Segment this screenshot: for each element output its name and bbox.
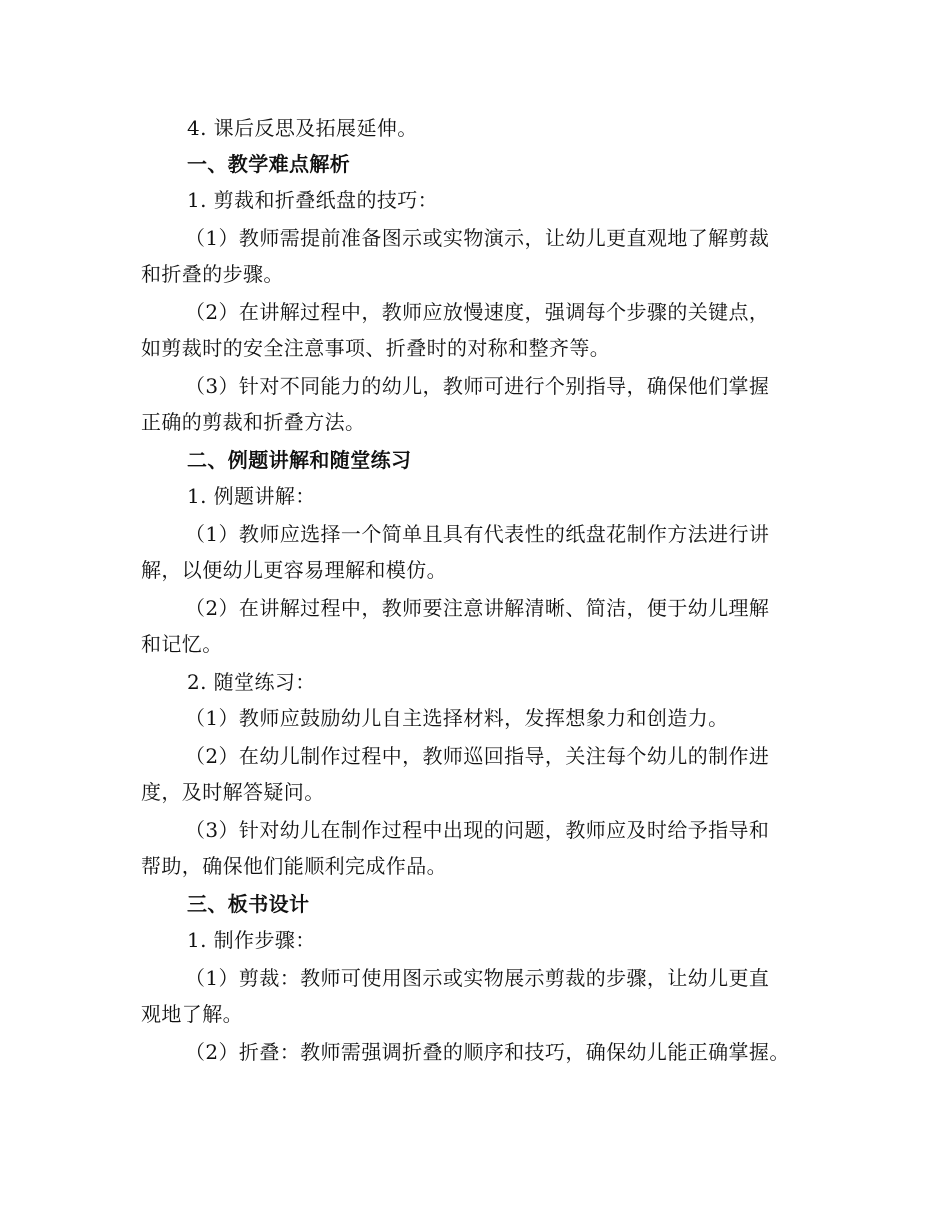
paragraph-line: （3）针对幼儿在制作过程中出现的问题，教师应及时给予指导和 xyxy=(185,818,770,842)
subheading-1-1: 1. 剪裁和折叠纸盘的技巧： xyxy=(187,188,439,212)
section-heading-2: 二、例题讲解和随堂练习 xyxy=(187,448,412,472)
subheading-2-2: 2. 随堂练习： xyxy=(187,670,316,694)
paragraph-line: （2）在讲解过程中，教师应放慢速度，强调每个步骤的关键点， xyxy=(185,300,770,324)
paragraph-line: 和记忆。 xyxy=(141,632,223,656)
subheading-3-1: 1. 制作步骤： xyxy=(187,928,316,952)
paragraph-line: 解，以便幼儿更容易理解和模仿。 xyxy=(141,558,447,582)
paragraph-line: （2）在讲解过程中，教师要注意讲解清晰、简洁，便于幼儿理解 xyxy=(185,596,770,620)
paragraph-line: （1）教师应鼓励幼儿自主选择材料，发挥想象力和创造力。 xyxy=(185,706,729,730)
paragraph-line: 正确的剪裁和折叠方法。 xyxy=(141,410,366,434)
paragraph-line: 度，及时解答疑问。 xyxy=(141,780,325,804)
paragraph-line: 观地了解。 xyxy=(141,1002,243,1026)
paragraph-line: （1）教师需提前准备图示或实物演示，让幼儿更直观地了解剪裁 xyxy=(185,226,770,250)
paragraph-line: （3）针对不同能力的幼儿，教师可进行个别指导，确保他们掌握 xyxy=(185,374,770,398)
paragraph-line: （2）在幼儿制作过程中，教师巡回指导，关注每个幼儿的制作进 xyxy=(185,744,770,768)
paragraph-line: （1）教师应选择一个简单且具有代表性的纸盘花制作方法进行讲 xyxy=(185,522,770,546)
paragraph-line: 如剪裁时的安全注意事项、折叠时的对称和整齐等。 xyxy=(141,336,611,360)
paragraph-line: （2）折叠：教师需强调折叠的顺序和技巧，确保幼儿能正确掌握。 xyxy=(185,1040,790,1064)
paragraph-line: （1）剪裁：教师可使用图示或实物展示剪裁的步骤，让幼儿更直 xyxy=(185,966,770,990)
paragraph-line: 和折叠的步骤。 xyxy=(141,262,284,286)
paragraph-line: 帮助，确保他们能顺利完成作品。 xyxy=(141,854,447,878)
section-heading-1: 一、教学难点解析 xyxy=(187,152,351,176)
section-heading-3: 三、板书设计 xyxy=(187,892,310,916)
list-item-4: 4. 课后反思及拓展延伸。 xyxy=(187,116,418,140)
subheading-2-1: 1. 例题讲解： xyxy=(187,484,316,508)
